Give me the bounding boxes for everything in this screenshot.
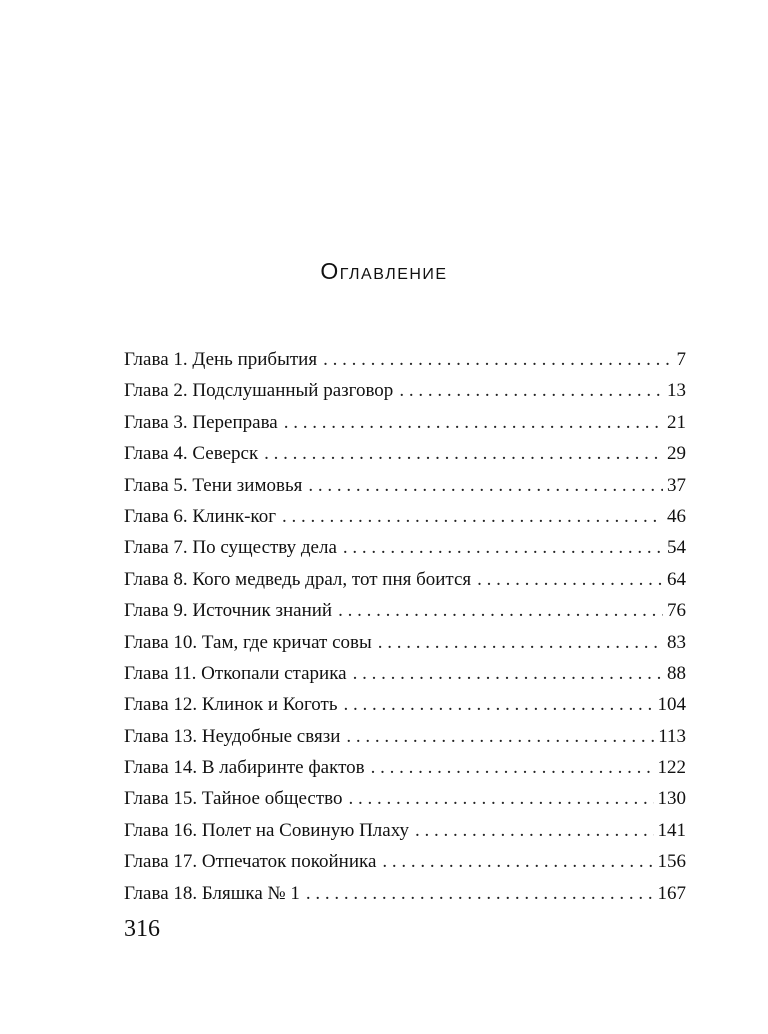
toc-leader-dots xyxy=(264,438,663,469)
toc-entry-label: Глава 4. Северск xyxy=(124,443,259,465)
toc-leader-dots xyxy=(477,564,663,595)
toc-entry-11 xyxy=(124,658,686,689)
toc-entry-16 xyxy=(124,815,686,846)
toc-entry-page: 88 xyxy=(667,662,686,684)
toc-leader-dots xyxy=(338,595,663,626)
toc-entry-label: Глава 17. Отпечаток покойника xyxy=(124,851,377,873)
toc-entry-label: Глава 18. Бляшка № 1 xyxy=(124,882,300,904)
toc-leader-dots xyxy=(348,783,653,814)
toc-leader-dots xyxy=(282,501,663,532)
toc-entry-page: 46 xyxy=(667,505,686,527)
toc-entry-page: 83 xyxy=(667,631,686,653)
toc-entry-page: 29 xyxy=(667,443,686,465)
table-of-contents xyxy=(124,344,686,909)
toc-entry-label: Глава 6. Клинк-ког xyxy=(124,505,276,527)
toc-entry-label: Глава 2. Подслушанный разговор xyxy=(124,380,394,402)
toc-leader-dots xyxy=(343,532,663,563)
toc-entry-15 xyxy=(124,783,686,814)
toc-entry-label: Глава 13. Неудобные связи xyxy=(124,725,341,747)
toc-leader-dots xyxy=(346,721,654,752)
toc-entry-page: 130 xyxy=(657,788,686,810)
toc-entry-5 xyxy=(124,470,686,501)
toc-leader-dots xyxy=(284,407,663,438)
toc-leader-dots xyxy=(378,627,663,658)
toc-entry-label: Глава 5. Тени зимовья xyxy=(124,474,303,496)
toc-entry-7 xyxy=(124,532,686,563)
toc-entry-page: 21 xyxy=(667,411,686,433)
toc-entry-page: 7 xyxy=(676,349,686,370)
toc-entry-6 xyxy=(124,501,686,532)
toc-leader-dots xyxy=(323,344,672,375)
toc-entry-label: Глава 8. Кого медведь драл, тот пня боится xyxy=(124,568,472,590)
toc-entry-17 xyxy=(124,846,686,877)
toc-leader-dots xyxy=(353,658,663,689)
toc-entry-14 xyxy=(124,752,686,783)
toc-leader-dots xyxy=(344,689,654,720)
toc-entry-3 xyxy=(124,407,686,438)
toc-entry-page: 104 xyxy=(657,694,686,716)
toc-leader-dots xyxy=(371,752,654,783)
toc-entry-12 xyxy=(124,689,686,720)
toc-leader-dots xyxy=(415,815,654,846)
toc-entry-label: Глава 1. День прибытия xyxy=(124,349,318,370)
toc-entry-label: Глава 11. Откопали старика xyxy=(124,662,347,684)
toc-entry-10 xyxy=(124,627,686,658)
toc-entry-page: 54 xyxy=(667,537,686,559)
toc-entry-2 xyxy=(124,375,686,406)
toc-entry-label: Глава 12. Клинок и Коготь xyxy=(124,694,338,716)
toc-entry-page: 64 xyxy=(667,568,686,590)
page-number: 316 xyxy=(124,916,160,942)
toc-leader-dots xyxy=(382,846,653,877)
toc-leader-dots xyxy=(399,375,663,406)
toc-entry-1 xyxy=(124,344,686,375)
toc-entry-page: 141 xyxy=(657,819,686,841)
toc-entry-page: 37 xyxy=(667,474,686,496)
toc-leader-dots xyxy=(308,470,663,501)
toc-entry-label: Глава 7. По существу дела xyxy=(124,537,337,559)
toc-entry-page: 156 xyxy=(657,851,686,873)
toc-entry-18 xyxy=(124,878,686,909)
toc-entry-label: Глава 9. Источник знаний xyxy=(124,600,333,622)
toc-entry-9 xyxy=(124,595,686,626)
toc-entry-label: Глава 3. Переправа xyxy=(124,411,278,433)
toc-entry-8 xyxy=(124,564,686,595)
toc-entry-page: 113 xyxy=(658,725,686,747)
page-title: Оглавление xyxy=(320,258,448,284)
toc-entry-page: 167 xyxy=(657,882,686,904)
toc-entry-13 xyxy=(124,721,686,752)
toc-leader-dots xyxy=(306,878,654,909)
toc-entry-page: 76 xyxy=(667,600,686,622)
toc-entry-4 xyxy=(124,438,686,469)
toc-entry-page: 122 xyxy=(657,757,686,779)
toc-entry-page: 13 xyxy=(667,380,686,402)
toc-entry-label: Глава 10. Там, где кричат совы xyxy=(124,631,372,653)
toc-entry-label: Глава 15. Тайное общество xyxy=(124,788,343,810)
toc-entry-label: Глава 14. В лабиринте фактов xyxy=(124,757,365,779)
toc-entry-label: Глава 16. Полет на Совиную Плаху xyxy=(124,819,409,841)
